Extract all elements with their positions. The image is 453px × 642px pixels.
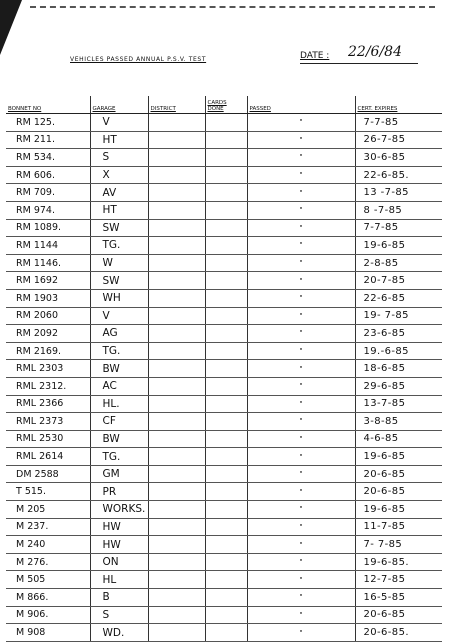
table-row	[6, 624, 442, 642]
passed-cell: "	[247, 624, 355, 642]
table-row	[6, 606, 442, 624]
passed-cell: "	[247, 360, 355, 378]
cards-done-cell	[205, 448, 247, 466]
cert-expires-cell: 30-6-85	[355, 149, 442, 167]
garage-cell: TG.	[90, 448, 148, 466]
district-cell	[148, 131, 205, 149]
garage-cell: WD.	[90, 624, 148, 642]
cards-done-cell	[205, 606, 247, 624]
table-row	[6, 553, 442, 571]
bonnet-cell: RM 1144	[6, 237, 90, 255]
passed-cell: "	[247, 237, 355, 255]
district-cell	[148, 325, 205, 343]
district-cell	[148, 413, 205, 431]
cards-done-cell	[205, 483, 247, 501]
bonnet-cell: RM 1903	[6, 289, 90, 307]
garage-cell: AC	[90, 377, 148, 395]
bonnet-cell: RML 2530	[6, 430, 90, 448]
bonnet-cell: RM 709.	[6, 184, 90, 202]
cards-done-cell	[205, 465, 247, 483]
top-dashed-line	[30, 6, 435, 10]
cards-done-cell	[205, 501, 247, 519]
district-cell	[148, 624, 205, 642]
district-cell	[148, 465, 205, 483]
cards-done-cell	[205, 624, 247, 642]
table-row	[6, 360, 442, 378]
district-cell	[148, 448, 205, 466]
bonnet-cell: RML 2373	[6, 413, 90, 431]
table-row	[6, 571, 442, 589]
district-cell	[148, 589, 205, 607]
garage-cell: W	[90, 254, 148, 272]
cert-expires-cell: 11-7-85	[355, 518, 442, 536]
cards-done-cell	[205, 377, 247, 395]
garage-cell: PR	[90, 483, 148, 501]
passed-cell: "	[247, 589, 355, 607]
cards-done-cell	[205, 184, 247, 202]
column-header-cards-done: CARDS DONE	[205, 96, 247, 114]
cert-expires-cell: 19-6-85	[355, 237, 442, 255]
table-row	[6, 395, 442, 413]
bonnet-cell: M 237.	[6, 518, 90, 536]
cert-expires-cell: 13-7-85	[355, 395, 442, 413]
bonnet-cell: M 866.	[6, 589, 90, 607]
table-row	[6, 237, 442, 255]
district-cell	[148, 536, 205, 554]
garage-cell: HT	[90, 201, 148, 219]
passed-cell: "	[247, 536, 355, 554]
garage-cell: WH	[90, 289, 148, 307]
garage-cell: HT	[90, 131, 148, 149]
cards-done-cell	[205, 289, 247, 307]
table-row	[6, 536, 442, 554]
cert-expires-cell: 19-6-85.	[355, 553, 442, 571]
passed-cell: "	[247, 289, 355, 307]
bonnet-cell: M 906.	[6, 606, 90, 624]
cards-done-cell	[205, 536, 247, 554]
date-label: DATE :	[300, 51, 330, 61]
passed-cell: "	[247, 395, 355, 413]
district-cell	[148, 307, 205, 325]
passed-cell: "	[247, 342, 355, 360]
cards-done-cell	[205, 360, 247, 378]
garage-cell: CF	[90, 413, 148, 431]
passed-cell: "	[247, 307, 355, 325]
garage-cell: HW	[90, 518, 148, 536]
garage-cell: AV	[90, 184, 148, 202]
district-cell	[148, 360, 205, 378]
passed-cell: "	[247, 325, 355, 343]
cert-expires-cell: 7- 7-85	[355, 536, 442, 554]
cert-expires-cell: 20-6-85.	[355, 624, 442, 642]
garage-cell: S	[90, 149, 148, 167]
cert-expires-cell: 22-6-85	[355, 289, 442, 307]
bonnet-cell: RM 125.	[6, 114, 90, 132]
cert-expires-cell: 19- 7-85	[355, 307, 442, 325]
cert-expires-cell: 23-6-85	[355, 325, 442, 343]
bonnet-cell: M 276.	[6, 553, 90, 571]
bonnet-cell: RM 534.	[6, 149, 90, 167]
table-row	[6, 483, 442, 501]
vehicles-table	[6, 96, 442, 642]
passed-cell: "	[247, 483, 355, 501]
district-cell	[148, 571, 205, 589]
table-row	[6, 589, 442, 607]
bonnet-cell: RML 2312.	[6, 377, 90, 395]
cert-expires-cell: 7-7-85	[355, 219, 442, 237]
table-header-row	[6, 96, 442, 114]
cards-done-cell	[205, 413, 247, 431]
cards-done-cell	[205, 237, 247, 255]
cards-done-cell	[205, 149, 247, 167]
table-row	[6, 184, 442, 202]
district-cell	[148, 114, 205, 132]
scan-corner-shadow	[0, 0, 22, 55]
cards-done-cell	[205, 254, 247, 272]
cards-done-cell	[205, 272, 247, 290]
district-cell	[148, 219, 205, 237]
passed-cell: "	[247, 553, 355, 571]
district-cell	[148, 184, 205, 202]
district-cell	[148, 377, 205, 395]
district-cell	[148, 166, 205, 184]
passed-cell: "	[247, 254, 355, 272]
passed-cell: "	[247, 430, 355, 448]
cert-expires-cell: 7-7-85	[355, 114, 442, 132]
cards-done-cell	[205, 553, 247, 571]
cert-expires-cell: 13 -7-85	[355, 184, 442, 202]
table-row	[6, 219, 442, 237]
cards-done-cell	[205, 430, 247, 448]
bonnet-cell: M 205	[6, 501, 90, 519]
table-row	[6, 342, 442, 360]
bonnet-cell: RML 2366	[6, 395, 90, 413]
district-cell	[148, 342, 205, 360]
bonnet-cell: DM 2588	[6, 465, 90, 483]
cert-expires-cell: 20-7-85	[355, 272, 442, 290]
district-cell	[148, 553, 205, 571]
cert-expires-cell: 19-6-85	[355, 501, 442, 519]
table-row	[6, 413, 442, 431]
table-row	[6, 289, 442, 307]
passed-cell: "	[247, 448, 355, 466]
bonnet-cell: T 515.	[6, 483, 90, 501]
garage-cell: B	[90, 589, 148, 607]
garage-cell: BW	[90, 430, 148, 448]
passed-cell: "	[247, 184, 355, 202]
bonnet-cell: M 505	[6, 571, 90, 589]
garage-cell: HL	[90, 571, 148, 589]
passed-cell: "	[247, 465, 355, 483]
district-cell	[148, 289, 205, 307]
cert-expires-cell: 16-5-85	[355, 589, 442, 607]
table-row	[6, 254, 442, 272]
cert-expires-cell: 20-6-85	[355, 465, 442, 483]
garage-cell: X	[90, 166, 148, 184]
column-header-passed: PASSED	[247, 96, 355, 114]
table-row	[6, 149, 442, 167]
cards-done-cell	[205, 201, 247, 219]
cards-done-cell	[205, 325, 247, 343]
table-row	[6, 131, 442, 149]
passed-cell: "	[247, 131, 355, 149]
cert-expires-cell: 18-6-85	[355, 360, 442, 378]
district-cell	[148, 201, 205, 219]
cards-done-cell	[205, 518, 247, 536]
table-row	[6, 114, 442, 132]
cert-expires-cell: 19-6-85	[355, 448, 442, 466]
table-row	[6, 501, 442, 519]
passed-cell: "	[247, 114, 355, 132]
cert-expires-cell: 12-7-85	[355, 571, 442, 589]
column-header-garage: GARAGE	[90, 96, 148, 114]
column-header-bonnet: BONNET NO	[6, 96, 90, 114]
passed-cell: "	[247, 149, 355, 167]
district-cell	[148, 430, 205, 448]
document-title: VEHICLES PASSED ANNUAL P.S.V. TEST	[70, 56, 207, 63]
district-cell	[148, 483, 205, 501]
passed-cell: "	[247, 606, 355, 624]
cert-expires-cell: 20-6-85	[355, 483, 442, 501]
passed-cell: "	[247, 518, 355, 536]
bonnet-cell: RM 1146.	[6, 254, 90, 272]
district-cell	[148, 518, 205, 536]
cards-done-cell	[205, 589, 247, 607]
district-cell	[148, 254, 205, 272]
garage-cell: HW	[90, 536, 148, 554]
cert-expires-cell: 29-6-85	[355, 377, 442, 395]
cards-done-cell	[205, 571, 247, 589]
passed-cell: "	[247, 571, 355, 589]
bonnet-cell: RM 1692	[6, 272, 90, 290]
cards-done-cell	[205, 166, 247, 184]
garage-cell: SW	[90, 272, 148, 290]
district-cell	[148, 501, 205, 519]
passed-cell: "	[247, 219, 355, 237]
district-cell	[148, 395, 205, 413]
bonnet-cell: RM 1089.	[6, 219, 90, 237]
garage-cell: V	[90, 307, 148, 325]
cards-done-cell	[205, 131, 247, 149]
garage-cell: TG.	[90, 237, 148, 255]
passed-cell: "	[247, 501, 355, 519]
passed-cell: "	[247, 413, 355, 431]
table-row	[6, 465, 442, 483]
garage-cell: SW	[90, 219, 148, 237]
bonnet-cell: RM 974.	[6, 201, 90, 219]
table-row	[6, 201, 442, 219]
date-underline	[300, 63, 418, 64]
garage-cell: ON	[90, 553, 148, 571]
cert-expires-cell: 8 -7-85	[355, 201, 442, 219]
garage-cell: S	[90, 606, 148, 624]
cert-expires-cell: 19.-6-85	[355, 342, 442, 360]
bonnet-cell: RML 2303	[6, 360, 90, 378]
passed-cell: "	[247, 201, 355, 219]
table-row	[6, 377, 442, 395]
cert-expires-cell: 26-7-85	[355, 131, 442, 149]
table-row	[6, 166, 442, 184]
cert-expires-cell: 3-8-85	[355, 413, 442, 431]
garage-cell: AG	[90, 325, 148, 343]
cards-done-cell	[205, 342, 247, 360]
district-cell	[148, 606, 205, 624]
cert-expires-cell: 4-6-85	[355, 430, 442, 448]
passed-cell: "	[247, 272, 355, 290]
cert-expires-cell: 2-8-85	[355, 254, 442, 272]
garage-cell: GM	[90, 465, 148, 483]
bonnet-cell: RM 2092	[6, 325, 90, 343]
column-header-district: DISTRICT	[148, 96, 205, 114]
table-row	[6, 325, 442, 343]
cert-expires-cell: 22-6-85.	[355, 166, 442, 184]
bonnet-cell: RML 2614	[6, 448, 90, 466]
table-row	[6, 307, 442, 325]
bonnet-cell: RM 211.	[6, 131, 90, 149]
table-row	[6, 430, 442, 448]
cards-done-cell	[205, 219, 247, 237]
cards-done-cell	[205, 114, 247, 132]
date-value: 22/6/84	[348, 44, 402, 60]
garage-cell: V	[90, 114, 148, 132]
passed-cell: "	[247, 377, 355, 395]
bonnet-cell: M 908	[6, 624, 90, 642]
bonnet-cell: RM 2060	[6, 307, 90, 325]
table-row	[6, 518, 442, 536]
district-cell	[148, 237, 205, 255]
cards-done-cell	[205, 395, 247, 413]
table-row	[6, 272, 442, 290]
district-cell	[148, 272, 205, 290]
table-row	[6, 448, 442, 466]
cards-done-cell	[205, 307, 247, 325]
column-header-cert-expires: CERT. EXPIRES	[355, 96, 442, 114]
garage-cell: TG.	[90, 342, 148, 360]
bonnet-cell: RM 606.	[6, 166, 90, 184]
bonnet-cell: M 240	[6, 536, 90, 554]
district-cell	[148, 149, 205, 167]
garage-cell: WORKS.	[90, 501, 148, 519]
garage-cell: BW	[90, 360, 148, 378]
passed-cell: "	[247, 166, 355, 184]
cert-expires-cell: 20-6-85	[355, 606, 442, 624]
garage-cell: HL.	[90, 395, 148, 413]
bonnet-cell: RM 2169.	[6, 342, 90, 360]
